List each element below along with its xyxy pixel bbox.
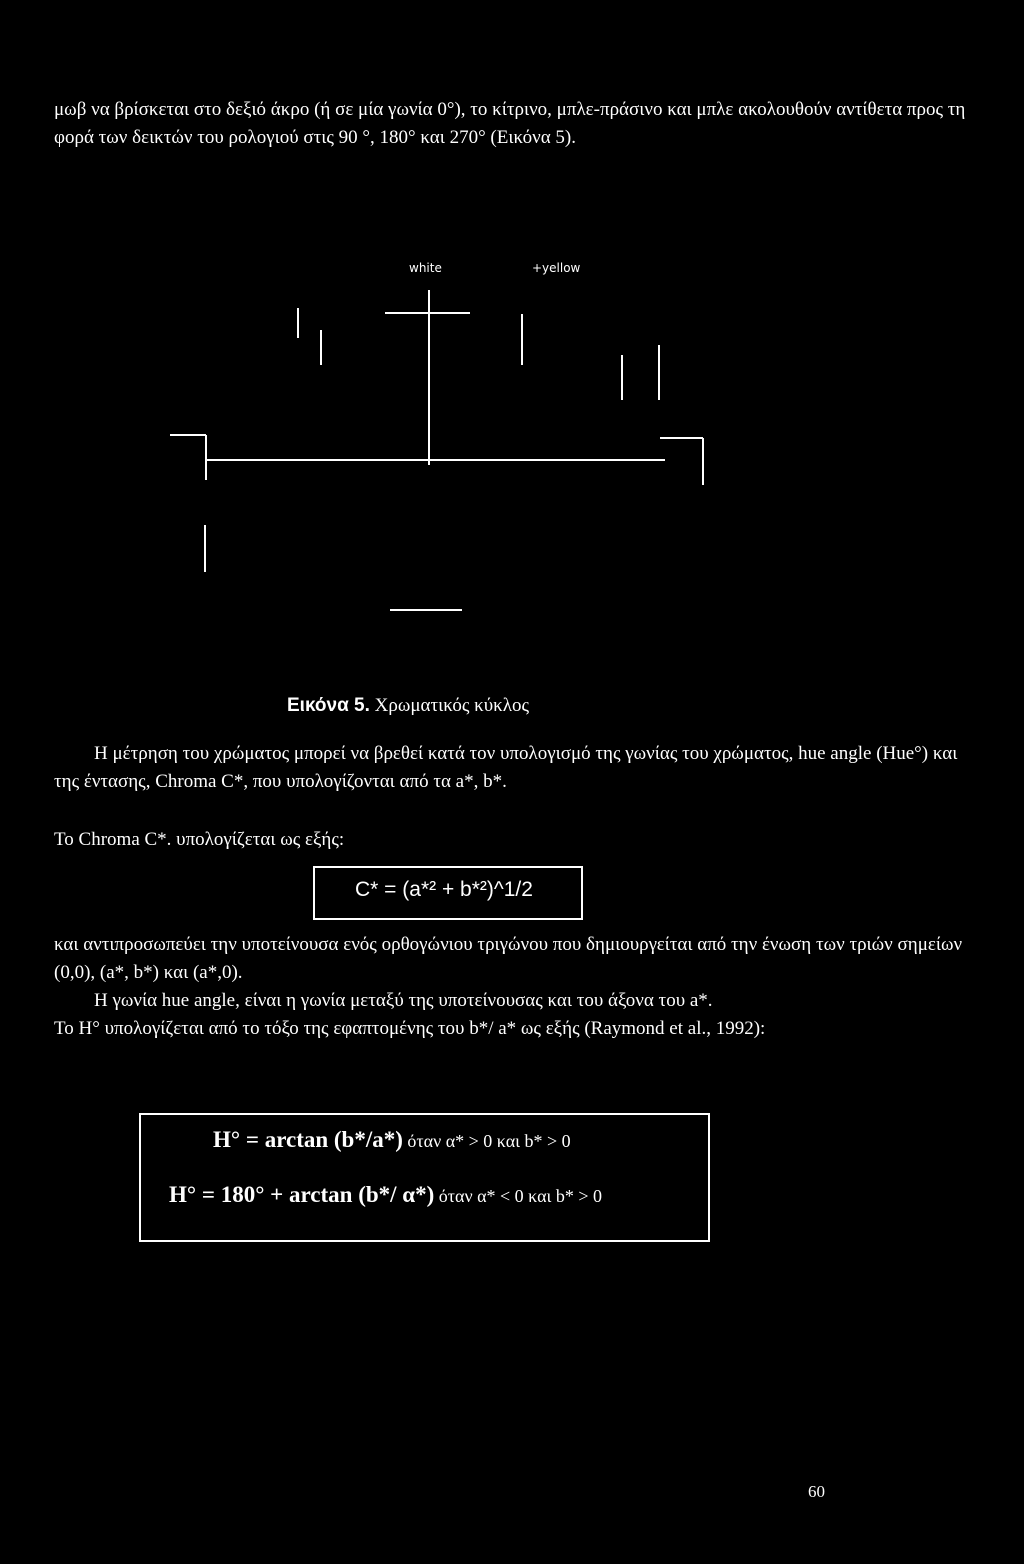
chroma-formula: C* = (a*² + b*²)^1/2 — [355, 878, 533, 901]
hue-condition-1: όταν α* > 0 και b* > 0 — [407, 1131, 571, 1151]
paragraph-chroma-intro: Το Chroma C*. υπολογίζεται ως εξής: — [54, 829, 345, 850]
paragraph-hue-angle: Η γωνία hue angle, είναι η γωνία μεταξύ της υποτείνουσας και του άξονα του a*. — [94, 990, 713, 1011]
figure-caption — [287, 695, 529, 717]
chroma-formula-box — [313, 866, 583, 920]
figure-label-yellow: +yellow — [532, 261, 581, 275]
paragraph-hue-measure: Η μέτρηση του χρώματος μπορεί να βρεθεί κατά τον υπολογισμό της γωνίας του χρώματος, hue angle (Hue°) και της έντασης, Chroma C*, που υπολογίζονται από τα a*, b*. — [54, 743, 958, 792]
figure-label-white: white — [409, 261, 442, 275]
paragraph-hypotenuse: και αντιπροσωπεύει την υποτείνουσα ενός ορθογώνιου τριγώνου που δημιουργείται από την ένωση των τριών σημείων (0,0), (a*, b*) και (a*,0). — [54, 934, 963, 983]
color-wheel-figure — [0, 250, 1024, 670]
caption-number: Εικόνα 5. — [287, 695, 370, 716]
hue-condition-2: όταν α* < 0 και b* > 0 — [438, 1186, 603, 1206]
hue-formula-line-1 — [213, 1127, 571, 1153]
hue-formula-line-2 — [169, 1182, 602, 1208]
hue-formula-1: H° = arctan (b*/a*) — [213, 1127, 403, 1152]
paragraph-hue-calc: Το H° υπολογίζεται από το τόξο της εφαπτομένης του b*/ a* ως εξής (Raymond et al., 1992): — [54, 1018, 766, 1039]
page-number: 60 — [808, 1482, 825, 1501]
hue-formula-box — [139, 1113, 710, 1242]
caption-text: Χρωματικός κύκλος — [374, 695, 529, 716]
hue-formula-2: H° = 180° + arctan (b*/ α*) — [169, 1182, 435, 1207]
paragraph-intro: μωβ να βρίσκεται στο δεξιό άκρο (ή σε μία γωνία 0°), το κίτρινο, μπλε-πράσινο και μπλε ακολουθούν αντίθετα προς τη φορά των δεικτών του ρολογιού στις 90 °, 180° και 270° (Εικόνα 5). — [54, 99, 966, 148]
